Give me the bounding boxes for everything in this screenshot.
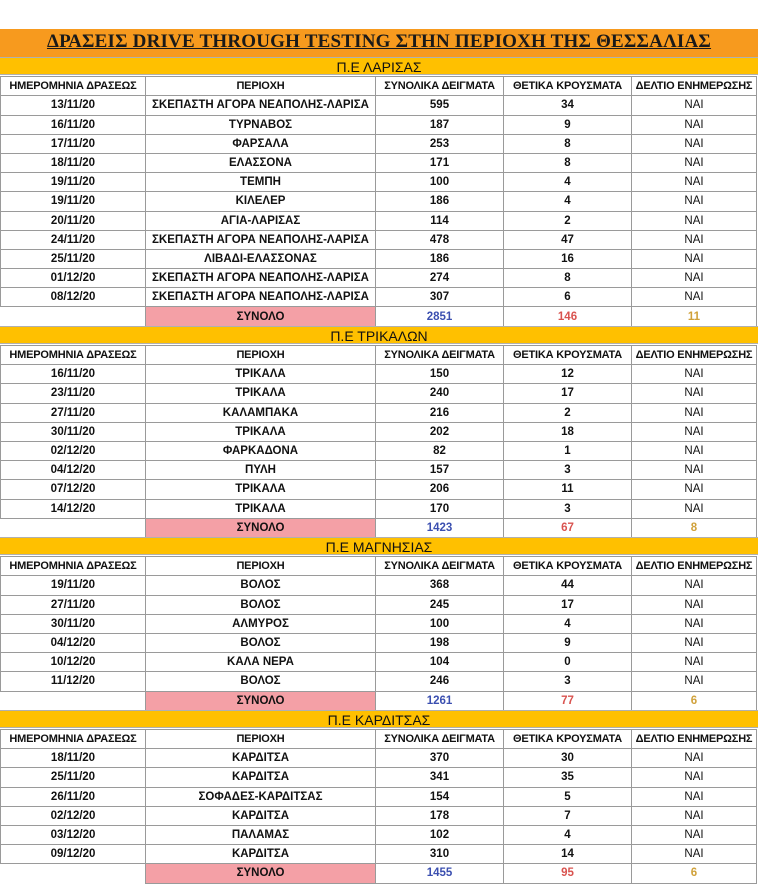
column-header-date: ΗΜΕΡΟΜΗΝΙΑ ΔΡΑΣΕΩΣ (1, 730, 146, 749)
cell-date: 18/11/20 (1, 153, 146, 172)
table-row (1, 173, 757, 192)
table-row (1, 499, 757, 518)
section-header: Π.Ε ΜΑΓΝΗΣΙΑΣ (0, 537, 758, 555)
table-row (1, 672, 757, 691)
column-header-report: ΔΕΛΤΙΟ ΕΝΗΜΕΡΩΣΗΣ (632, 557, 757, 576)
cell-samples: 245 (376, 595, 504, 614)
cell-area: ΕΛΑΣΣΟΝΑ (146, 153, 376, 172)
cell-area: ΤΕΜΠΗ (146, 173, 376, 192)
table-row (1, 441, 757, 460)
cell-date: 02/12/20 (1, 441, 146, 460)
cell-positive: 8 (504, 134, 632, 153)
cell-date: 19/11/20 (1, 173, 146, 192)
cell-report: ΝΑΙ (632, 384, 757, 403)
column-header-area: ΠΕΡΙΟΧΗ (146, 346, 376, 365)
table-row (1, 480, 757, 499)
cell-area: ΛΙΒΑΔΙ-ΕΛΑΣΣΟΝΑΣ (146, 249, 376, 268)
table-row (1, 461, 757, 480)
table-row (1, 288, 757, 307)
cell-date: 27/11/20 (1, 403, 146, 422)
cell-samples: 150 (376, 365, 504, 384)
total-label: ΣΥΝΟΛΟ (146, 864, 376, 883)
cell-area: ΤΥΡΝΑΒΟΣ (146, 115, 376, 134)
cell-positive: 16 (504, 249, 632, 268)
total-row (1, 864, 757, 883)
cell-positive: 14 (504, 845, 632, 864)
cell-positive: 2 (504, 403, 632, 422)
cell-area: ΚΑΡΔΙΤΣΑ (146, 845, 376, 864)
cell-positive: 1 (504, 441, 632, 460)
cell-samples: 187 (376, 115, 504, 134)
total-row (1, 307, 757, 326)
cell-positive: 3 (504, 672, 632, 691)
table-row (1, 249, 757, 268)
cell-positive: 4 (504, 614, 632, 633)
table-row (1, 422, 757, 441)
cell-samples: 102 (376, 825, 504, 844)
cell-samples: 186 (376, 192, 504, 211)
section-header: Π.Ε ΛΑΡΙΣΑΣ (0, 57, 758, 75)
table-row (1, 845, 757, 864)
cell-report: ΝΑΙ (632, 288, 757, 307)
cell-samples: 246 (376, 672, 504, 691)
cell-report: ΝΑΙ (632, 768, 757, 787)
cell-date: 08/12/20 (1, 288, 146, 307)
cell-area: ΑΛΜΥΡΟΣ (146, 614, 376, 633)
cell-samples: 368 (376, 576, 504, 595)
cell-report: ΝΑΙ (632, 633, 757, 652)
cell-area: ΣΚΕΠΑΣΤΗ ΑΓΟΡΑ ΝΕΑΠΟΛΗΣ-ΛΑΡΙΣΑ (146, 230, 376, 249)
cell-date: 10/12/20 (1, 653, 146, 672)
table-row (1, 115, 757, 134)
total-samples: 2851 (376, 307, 504, 326)
cell-positive: 8 (504, 153, 632, 172)
cell-samples: 100 (376, 173, 504, 192)
column-header-area: ΠΕΡΙΟΧΗ (146, 77, 376, 96)
total-positive: 77 (504, 691, 632, 710)
title-bar (0, 29, 758, 57)
cell-report: ΝΑΙ (632, 461, 757, 480)
cell-positive: 4 (504, 173, 632, 192)
total-report: 6 (632, 691, 757, 710)
cell-samples: 310 (376, 845, 504, 864)
page-title: ΔΡΑΣΕΙΣ DRIVE THROUGH TESTING ΣΤΗΝ ΠΕΡΙΟΧΗ ΤΗΣ ΘΕΣΣΑΛΙΑΣ (46, 31, 712, 52)
cell-date: 26/11/20 (1, 787, 146, 806)
cell-positive: 9 (504, 633, 632, 652)
cell-positive: 6 (504, 288, 632, 307)
cell-area: ΠΥΛΗ (146, 461, 376, 480)
cell-report: ΝΑΙ (632, 595, 757, 614)
cell-positive: 4 (504, 192, 632, 211)
cell-positive: 11 (504, 480, 632, 499)
total-blank-cell (1, 518, 146, 537)
cell-date: 30/11/20 (1, 422, 146, 441)
table-row (1, 403, 757, 422)
cell-area: ΤΡΙΚΑΛΑ (146, 365, 376, 384)
cell-report: ΝΑΙ (632, 825, 757, 844)
cell-samples: 154 (376, 787, 504, 806)
cell-report: ΝΑΙ (632, 96, 757, 115)
column-header-report: ΔΕΛΤΙΟ ΕΝΗΜΕΡΩΣΗΣ (632, 730, 757, 749)
section-table (0, 345, 757, 538)
header-row (1, 77, 757, 96)
section-header: Π.Ε ΤΡΙΚΑΛΩΝ (0, 326, 758, 344)
cell-area: ΚΑΡΔΙΤΣΑ (146, 749, 376, 768)
header-row (1, 346, 757, 365)
column-header-samples: ΣΥΝΟΛΙΚΑ ΔΕΙΓΜΑΤΑ (376, 557, 504, 576)
total-label: ΣΥΝΟΛΟ (146, 518, 376, 537)
cell-area: ΠΑΛΑΜΑΣ (146, 825, 376, 844)
cell-report: ΝΑΙ (632, 576, 757, 595)
cell-report: ΝΑΙ (632, 480, 757, 499)
cell-area: ΤΡΙΚΑΛΑ (146, 480, 376, 499)
table-row (1, 153, 757, 172)
cell-area: ΚΙΛΕΛΕΡ (146, 192, 376, 211)
column-header-date: ΗΜΕΡΟΜΗΝΙΑ ΔΡΑΣΕΩΣ (1, 346, 146, 365)
column-header-positive: ΘΕΤΙΚΑ ΚΡΟΥΣΜΑΤΑ (504, 77, 632, 96)
total-report: 6 (632, 864, 757, 883)
cell-samples: 171 (376, 153, 504, 172)
column-header-samples: ΣΥΝΟΛΙΚΑ ΔΕΙΓΜΑΤΑ (376, 346, 504, 365)
column-header-positive: ΘΕΤΙΚΑ ΚΡΟΥΣΜΑΤΑ (504, 730, 632, 749)
cell-date: 30/11/20 (1, 614, 146, 633)
cell-area: ΚΑΛΑ ΝΕΡΑ (146, 653, 376, 672)
total-row (1, 691, 757, 710)
total-samples: 1455 (376, 864, 504, 883)
cell-samples: 370 (376, 749, 504, 768)
cell-date: 13/11/20 (1, 96, 146, 115)
cell-report: ΝΑΙ (632, 115, 757, 134)
table-row (1, 365, 757, 384)
column-header-report: ΔΕΛΤΙΟ ΕΝΗΜΕΡΩΣΗΣ (632, 77, 757, 96)
cell-area: ΚΑΡΔΙΤΣΑ (146, 768, 376, 787)
cell-positive: 12 (504, 365, 632, 384)
cell-area: ΑΓΙΑ-ΛΑΡΙΣΑΣ (146, 211, 376, 230)
cell-positive: 30 (504, 749, 632, 768)
cell-report: ΝΑΙ (632, 173, 757, 192)
cell-samples: 206 (376, 480, 504, 499)
total-blank-cell (1, 691, 146, 710)
cell-date: 19/11/20 (1, 192, 146, 211)
cell-area: ΚΑΡΔΙΤΣΑ (146, 806, 376, 825)
cell-report: ΝΑΙ (632, 653, 757, 672)
cell-report: ΝΑΙ (632, 614, 757, 633)
total-blank-cell (1, 864, 146, 883)
cell-area: ΤΡΙΚΑΛΑ (146, 422, 376, 441)
cell-area: ΒΟΛΟΣ (146, 633, 376, 652)
cell-date: 01/12/20 (1, 269, 146, 288)
header-row (1, 557, 757, 576)
header-row (1, 730, 757, 749)
total-positive: 95 (504, 864, 632, 883)
cell-area: ΦΑΡΣΑΛΑ (146, 134, 376, 153)
cell-samples: 157 (376, 461, 504, 480)
cell-positive: 44 (504, 576, 632, 595)
cell-date: 20/11/20 (1, 211, 146, 230)
cell-positive: 3 (504, 461, 632, 480)
section-table (0, 76, 757, 326)
table-row (1, 230, 757, 249)
cell-report: ΝΑΙ (632, 672, 757, 691)
total-report: 11 (632, 307, 757, 326)
cell-area: ΣΟΦΑΔΕΣ-ΚΑΡΔΙΤΣΑΣ (146, 787, 376, 806)
cell-positive: 8 (504, 269, 632, 288)
cell-samples: 478 (376, 230, 504, 249)
cell-report: ΝΑΙ (632, 134, 757, 153)
cell-positive: 17 (504, 384, 632, 403)
table-row (1, 768, 757, 787)
table-row (1, 192, 757, 211)
cell-report: ΝΑΙ (632, 749, 757, 768)
cell-samples: 178 (376, 806, 504, 825)
section-header: Π.Ε ΚΑΡΔΙΤΣΑΣ (0, 710, 758, 728)
cell-samples: 307 (376, 288, 504, 307)
cell-report: ΝΑΙ (632, 192, 757, 211)
cell-date: 11/12/20 (1, 672, 146, 691)
total-label: ΣΥΝΟΛΟ (146, 307, 376, 326)
cell-positive: 4 (504, 825, 632, 844)
cell-positive: 3 (504, 499, 632, 518)
cell-date: 02/12/20 (1, 806, 146, 825)
cell-date: 19/11/20 (1, 576, 146, 595)
total-positive: 146 (504, 307, 632, 326)
cell-area: ΒΟΛΟΣ (146, 595, 376, 614)
cell-samples: 198 (376, 633, 504, 652)
cell-area: ΒΟΛΟΣ (146, 672, 376, 691)
table-row (1, 269, 757, 288)
table-row (1, 384, 757, 403)
cell-report: ΝΑΙ (632, 441, 757, 460)
cell-samples: 186 (376, 249, 504, 268)
table-row (1, 614, 757, 633)
cell-samples: 104 (376, 653, 504, 672)
cell-positive: 2 (504, 211, 632, 230)
cell-samples: 82 (376, 441, 504, 460)
cell-date: 04/12/20 (1, 461, 146, 480)
cell-samples: 202 (376, 422, 504, 441)
cell-samples: 100 (376, 614, 504, 633)
cell-date: 17/11/20 (1, 134, 146, 153)
column-header-positive: ΘΕΤΙΚΑ ΚΡΟΥΣΜΑΤΑ (504, 346, 632, 365)
column-header-date: ΗΜΕΡΟΜΗΝΙΑ ΔΡΑΣΕΩΣ (1, 557, 146, 576)
column-header-report: ΔΕΛΤΙΟ ΕΝΗΜΕΡΩΣΗΣ (632, 346, 757, 365)
cell-date: 16/11/20 (1, 365, 146, 384)
cell-positive: 9 (504, 115, 632, 134)
cell-samples: 114 (376, 211, 504, 230)
cell-area: ΦΑΡΚΑΔΟΝΑ (146, 441, 376, 460)
column-header-area: ΠΕΡΙΟΧΗ (146, 730, 376, 749)
cell-samples: 170 (376, 499, 504, 518)
cell-date: 18/11/20 (1, 749, 146, 768)
cell-area: ΣΚΕΠΑΣΤΗ ΑΓΟΡΑ ΝΕΑΠΟΛΗΣ-ΛΑΡΙΣΑ (146, 269, 376, 288)
cell-report: ΝΑΙ (632, 845, 757, 864)
cell-samples: 240 (376, 384, 504, 403)
cell-area: ΒΟΛΟΣ (146, 576, 376, 595)
total-positive: 67 (504, 518, 632, 537)
column-header-samples: ΣΥΝΟΛΙΚΑ ΔΕΙΓΜΑΤΑ (376, 730, 504, 749)
cell-samples: 274 (376, 269, 504, 288)
cell-area: ΚΑΛΑΜΠΑΚΑ (146, 403, 376, 422)
cell-date: 14/12/20 (1, 499, 146, 518)
cell-date: 03/12/20 (1, 825, 146, 844)
cell-positive: 17 (504, 595, 632, 614)
cell-positive: 47 (504, 230, 632, 249)
cell-date: 07/12/20 (1, 480, 146, 499)
cell-report: ΝΑΙ (632, 153, 757, 172)
table-row (1, 595, 757, 614)
cell-samples: 216 (376, 403, 504, 422)
cell-date: 25/11/20 (1, 249, 146, 268)
table-row (1, 211, 757, 230)
total-samples: 1423 (376, 518, 504, 537)
table-row (1, 653, 757, 672)
cell-report: ΝΑΙ (632, 365, 757, 384)
cell-date: 24/11/20 (1, 230, 146, 249)
cell-area: ΣΚΕΠΑΣΤΗ ΑΓΟΡΑ ΝΕΑΠΟΛΗΣ-ΛΑΡΙΣΑ (146, 96, 376, 115)
table-row (1, 633, 757, 652)
cell-samples: 341 (376, 768, 504, 787)
table-row (1, 134, 757, 153)
total-blank-cell (1, 307, 146, 326)
cell-area: ΤΡΙΚΑΛΑ (146, 499, 376, 518)
cell-report: ΝΑΙ (632, 249, 757, 268)
cell-positive: 7 (504, 806, 632, 825)
total-report: 8 (632, 518, 757, 537)
column-header-area: ΠΕΡΙΟΧΗ (146, 557, 376, 576)
cell-report: ΝΑΙ (632, 422, 757, 441)
cell-positive: 34 (504, 96, 632, 115)
cell-date: 16/11/20 (1, 115, 146, 134)
column-header-date: ΗΜΕΡΟΜΗΝΙΑ ΔΡΑΣΕΩΣ (1, 77, 146, 96)
cell-area: ΤΡΙΚΑΛΑ (146, 384, 376, 403)
column-header-samples: ΣΥΝΟΛΙΚΑ ΔΕΙΓΜΑΤΑ (376, 77, 504, 96)
cell-positive: 5 (504, 787, 632, 806)
section-table (0, 729, 757, 884)
cell-date: 04/12/20 (1, 633, 146, 652)
cell-samples: 253 (376, 134, 504, 153)
cell-positive: 35 (504, 768, 632, 787)
table-row (1, 576, 757, 595)
cell-samples: 595 (376, 96, 504, 115)
cell-date: 25/11/20 (1, 768, 146, 787)
total-label: ΣΥΝΟΛΟ (146, 691, 376, 710)
cell-area: ΣΚΕΠΑΣΤΗ ΑΓΟΡΑ ΝΕΑΠΟΛΗΣ-ΛΑΡΙΣΑ (146, 288, 376, 307)
column-header-positive: ΘΕΤΙΚΑ ΚΡΟΥΣΜΑΤΑ (504, 557, 632, 576)
table-row (1, 806, 757, 825)
cell-date: 09/12/20 (1, 845, 146, 864)
cell-report: ΝΑΙ (632, 230, 757, 249)
cell-report: ΝΑΙ (632, 499, 757, 518)
cell-report: ΝΑΙ (632, 787, 757, 806)
table-row (1, 96, 757, 115)
cell-date: 27/11/20 (1, 595, 146, 614)
cell-positive: 18 (504, 422, 632, 441)
section-table (0, 556, 757, 711)
cell-report: ΝΑΙ (632, 806, 757, 825)
table-row (1, 749, 757, 768)
table-row (1, 825, 757, 844)
cell-positive: 0 (504, 653, 632, 672)
cell-report: ΝΑΙ (632, 211, 757, 230)
cell-report: ΝΑΙ (632, 403, 757, 422)
table-row (1, 787, 757, 806)
total-samples: 1261 (376, 691, 504, 710)
total-row (1, 518, 757, 537)
cell-report: ΝΑΙ (632, 269, 757, 288)
cell-date: 23/11/20 (1, 384, 146, 403)
